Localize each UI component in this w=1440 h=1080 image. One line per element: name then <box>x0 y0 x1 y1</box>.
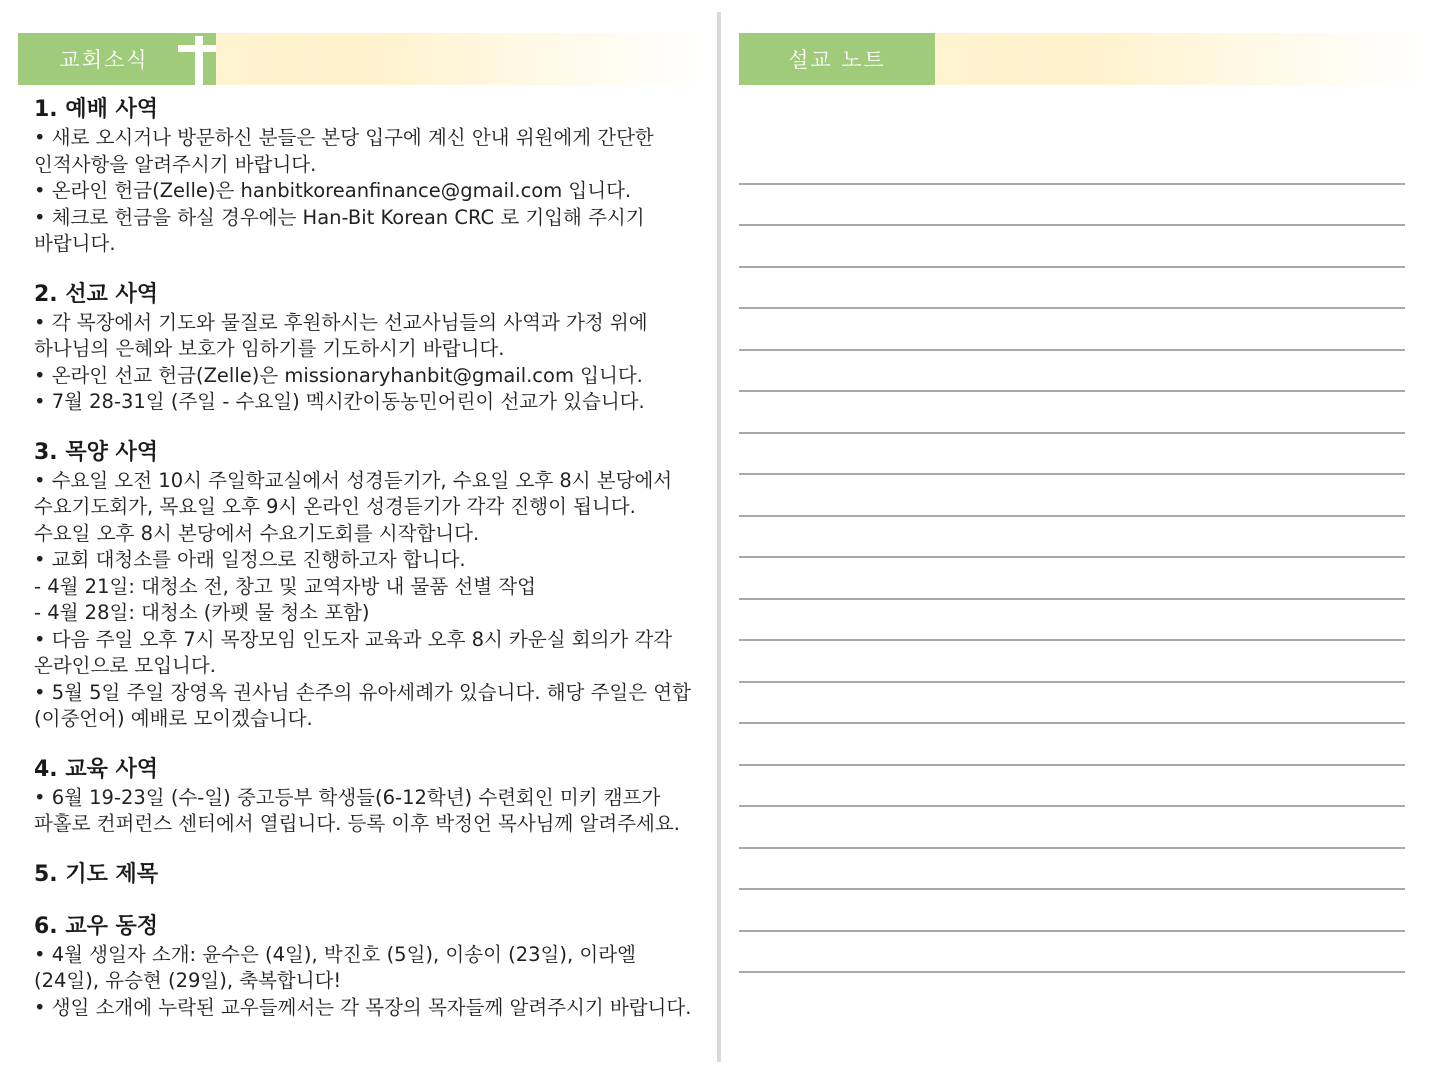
news-section <box>34 860 698 890</box>
note-line <box>739 309 1405 351</box>
section-title: 6. 교우 동정 <box>34 913 158 939</box>
news-item: - 4월 21일: 대청소 전, 창고 및 교역자방 내 물품 선별 작업 <box>34 574 536 598</box>
note-line <box>739 641 1405 683</box>
news-item: • 5월 5일 주일 장영옥 권사님 손주의 유아세례가 있습니다. 해당 주일은 연합 (이중언어) 예배로 모이겠습니다. <box>34 680 691 730</box>
news-item: • 체크로 헌금을 하실 경우에는 Han-Bit Korean CRC 로 기입해 주시기 바랍니다. <box>34 205 645 255</box>
section-title: 3. 목양 사역 <box>34 439 158 465</box>
note-line <box>739 351 1405 393</box>
section-title: 5. 기도 제목 <box>34 861 158 887</box>
church-news-title: 교회소식 <box>18 33 190 85</box>
news-section <box>34 912 698 1022</box>
news-item: - 4월 28일: 대청소 (카펫 물 청소 포함) <box>34 601 370 624</box>
news-section <box>34 95 698 258</box>
note-lines <box>739 143 1405 973</box>
section-title: 4. 교육 사역 <box>34 756 158 782</box>
news-item: • 온라인 헌금(Zelle)은 hanbitkoreanfinance@gmail.com 입니다. <box>34 179 632 202</box>
news-item: • 새로 오시거나 방문하신 분들은 본당 입구에 계신 안내 위원에게 간단한 인적사항을 알려주시기 바랍니다. <box>34 126 654 176</box>
news-item: • 4월 생일자 소개: 윤수은 (4일), 박진호 (5일), 이송이 (23일), 이라엘 (24일), 유승현 (29일), 축복합니다! <box>34 942 636 992</box>
note-line <box>739 600 1405 642</box>
sermon-notes-title: 설교 노트 <box>739 33 935 85</box>
note-line <box>739 558 1405 600</box>
section-title: 2. 선교 사역 <box>34 281 158 307</box>
note-line <box>739 475 1405 517</box>
sermon-notes-panel <box>739 33 1422 1063</box>
note-line <box>739 185 1405 227</box>
cross-icon <box>178 33 216 85</box>
note-line <box>739 766 1405 808</box>
news-item: • 각 목장에서 기도와 물질로 후원하시는 선교사님들의 사역과 가정 위에 하나님의 은혜와 보호가 임하기를 기도하시기 바랍니다. <box>34 310 648 360</box>
note-line <box>739 434 1405 476</box>
note-line <box>739 807 1405 849</box>
news-item: • 수요일 오전 10시 주일학교실에서 성경듣기가, 수요일 오후 8시 본당에서 수요기도회가, 목요일 오후 9시 온라인 성경듣기가 각각 진행이 됩니다. 수요일 오후 8시 본당에서 수요기도회를 시작합니다. <box>34 468 673 545</box>
church-news-panel <box>18 33 706 1063</box>
news-item: • 교회 대청소를 아래 일정으로 진행하고자 합니다. <box>34 548 466 571</box>
note-line <box>739 392 1405 434</box>
news-item: • 7월 28-31일 (주일 - 수요일) 멕시칸이동농민어린이 선교가 있습니다. <box>34 390 645 413</box>
note-line <box>739 517 1405 559</box>
news-section <box>34 438 698 733</box>
note-line <box>739 268 1405 310</box>
sermon-notes-banner <box>739 33 1422 85</box>
note-line <box>739 849 1405 891</box>
church-news-banner <box>18 33 706 85</box>
note-line <box>739 226 1405 268</box>
news-item: • 6월 19-23일 (수-일) 중고등부 학생들(6-12학년) 수련회인 미키 캠프가 파홀로 컨퍼런스 센터에서 열립니다. 등록 이후 박정언 목사님께 알려주세요. <box>34 785 680 835</box>
note-line <box>739 890 1405 932</box>
page-divider <box>717 12 721 1062</box>
news-item: • 생일 소개에 누락된 교우들께서는 각 목장의 목자들께 알려주시기 바랍니다. <box>34 995 692 1019</box>
note-line <box>739 932 1405 974</box>
note-line <box>739 724 1405 766</box>
section-title: 1. 예배 사역 <box>34 97 158 122</box>
note-line <box>739 143 1405 185</box>
note-line <box>739 683 1405 725</box>
news-item: • 온라인 선교 헌금(Zelle)은 missionaryhanbit@gmail.com 입니다. <box>34 363 643 387</box>
news-section <box>34 280 698 416</box>
news-item: • 다음 주일 오후 7시 목장모임 인도자 교육과 오후 8시 카운실 회의가 각각 온라인으로 모입니다. <box>34 627 673 677</box>
news-content <box>34 95 698 1043</box>
news-section <box>34 755 698 838</box>
